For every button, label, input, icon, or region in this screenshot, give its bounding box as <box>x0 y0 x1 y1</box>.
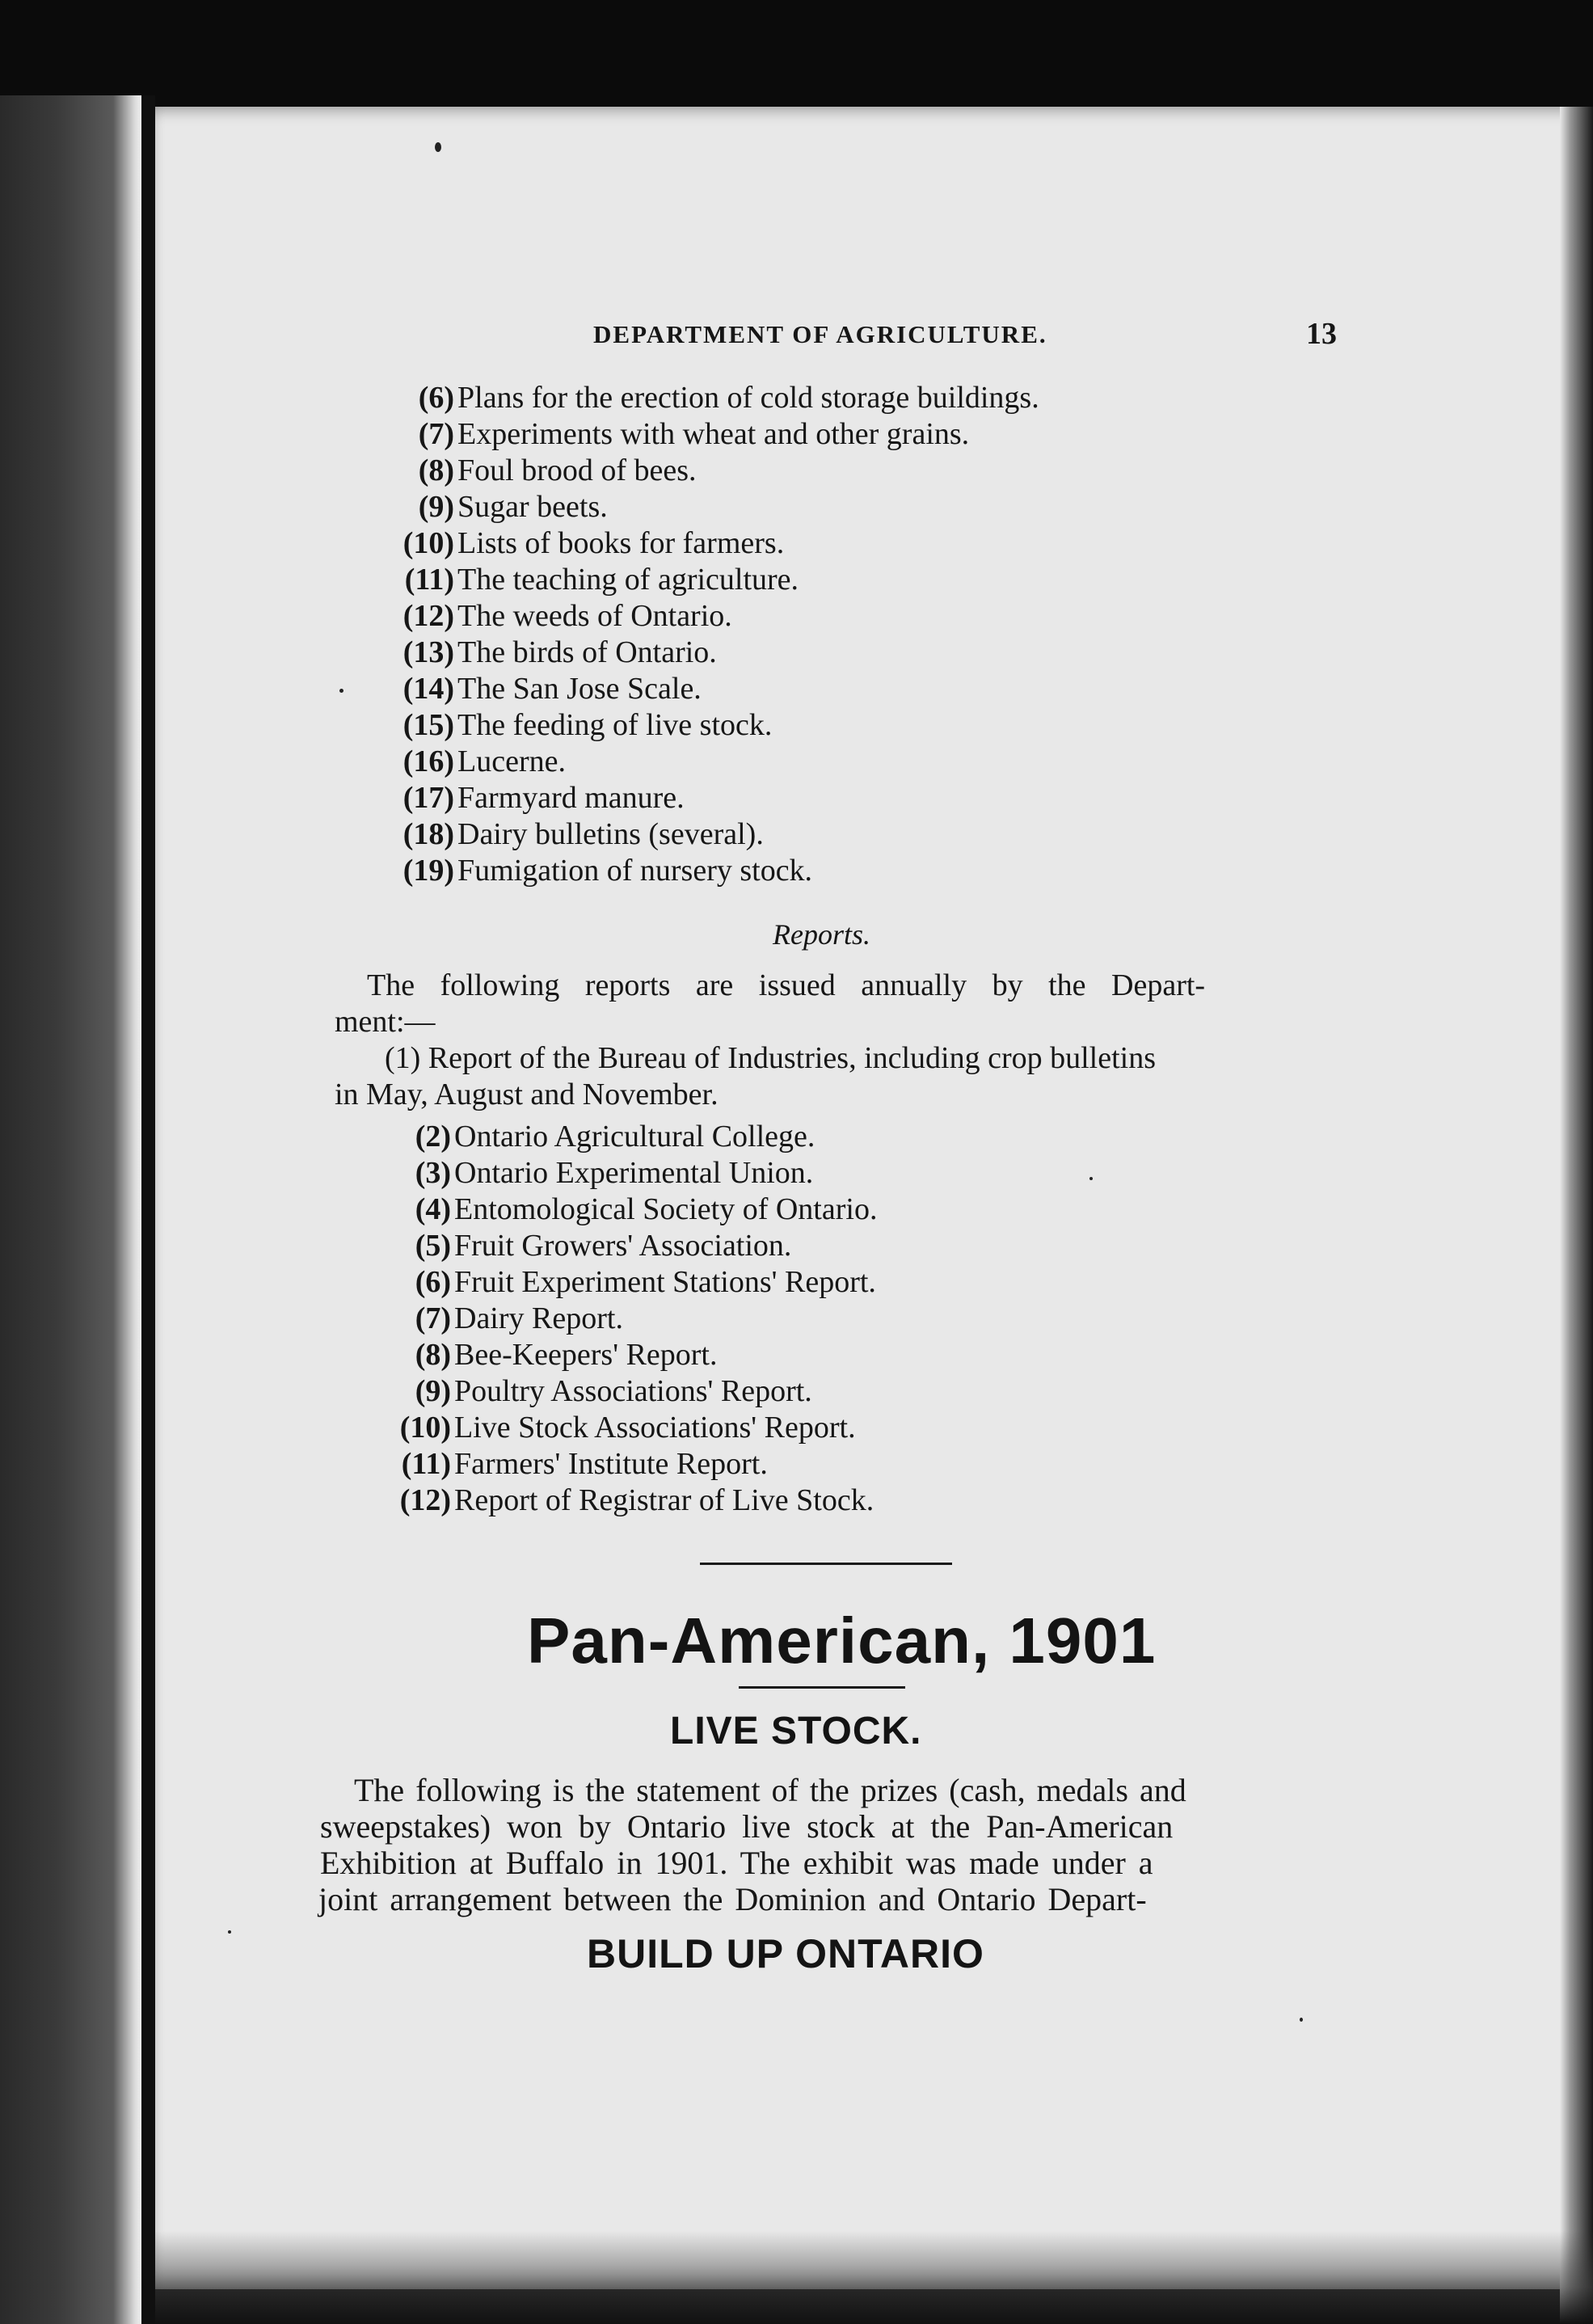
list-item <box>362 1446 1251 1483</box>
item-label: Ontario Agricultural College. <box>454 1120 815 1154</box>
list-item <box>362 1264 1251 1301</box>
list-item <box>365 744 1254 780</box>
item-number: (16) <box>402 744 454 778</box>
item-number: (8) <box>415 1338 451 1372</box>
item-number: (10) <box>402 526 454 560</box>
item-number: (17) <box>402 781 454 815</box>
facing-page-edge <box>0 95 141 2324</box>
list-item <box>365 780 1254 816</box>
footer-slogan: BUILD UP ONTARIO <box>587 1931 984 1976</box>
paragraph-line: joint arrangement between the Dominion and Ontario Depart- <box>318 1881 1147 1917</box>
book-spine <box>144 95 155 2324</box>
item-label: The birds of Ontario. <box>457 635 717 669</box>
reports-intro-line-2: ment:— <box>335 1005 436 1039</box>
item-number: (6) <box>415 1265 451 1299</box>
report-1-line-1: (1) Report of the Bureau of Industries, including crop bulletins <box>385 1041 1157 1075</box>
list-item <box>365 707 1254 744</box>
item-label: Farmers' Institute Report. <box>454 1447 768 1481</box>
item-label: Experiments with wheat and other grains. <box>457 417 970 451</box>
item-number: (15) <box>402 708 454 742</box>
ink-speck <box>228 1930 231 1934</box>
item-number: (9) <box>418 490 454 524</box>
list-item <box>365 598 1254 635</box>
list-item <box>365 525 1254 562</box>
reports-heading: Reports. <box>773 918 870 951</box>
item-number: (9) <box>415 1374 451 1408</box>
list-item <box>365 671 1254 707</box>
list-item <box>362 1337 1251 1373</box>
list-item <box>362 1119 1251 1155</box>
report-1-line-2: in May, August and November. <box>335 1078 719 1111</box>
reports-intro-line-1: The following reports are issued annually by the Depart- <box>367 968 1206 1002</box>
item-label: Lists of books for farmers. <box>457 526 785 560</box>
item-number: (12) <box>402 599 454 633</box>
item-number: (2) <box>415 1120 451 1154</box>
item-label: The San Jose Scale. <box>457 672 702 706</box>
item-number: (8) <box>418 453 454 487</box>
list-item <box>362 1228 1251 1264</box>
running-head: DEPARTMENT OF AGRICULTURE. <box>593 320 1047 348</box>
item-label: Bee-Keepers' Report. <box>454 1338 718 1372</box>
item-label: Fumigation of nursery stock. <box>457 854 813 888</box>
paragraph-line: The following is the statement of the prizes (cash, medals and <box>354 1772 1186 1808</box>
item-label: Fruit Growers' Association. <box>454 1229 792 1263</box>
item-label: Sugar beets. <box>457 490 608 524</box>
list-item <box>365 453 1254 489</box>
item-number: (7) <box>415 1301 451 1335</box>
item-label: Plans for the erection of cold storage buildings. <box>457 381 1039 415</box>
item-label: Ontario Experimental Union. <box>454 1156 814 1190</box>
paragraph-line: Exhibition at Buffalo in 1901. The exhibit was made under a <box>320 1845 1153 1881</box>
list-item <box>365 635 1254 671</box>
item-number: (12) <box>399 1483 451 1517</box>
bulletin-list <box>365 380 1254 889</box>
live-stock-heading: LIVE STOCK. <box>670 1710 922 1752</box>
ink-speck <box>435 142 441 152</box>
item-label: Dairy bulletins (several). <box>457 817 764 851</box>
item-label: Lucerne. <box>457 744 566 778</box>
item-number: (19) <box>402 854 454 888</box>
list-item <box>362 1410 1251 1446</box>
ink-speck <box>339 689 343 693</box>
list-item <box>365 853 1254 889</box>
item-number: (18) <box>402 817 454 851</box>
item-label: Report of Registrar of Live Stock. <box>454 1483 874 1517</box>
section-divider-rule <box>700 1563 952 1565</box>
item-number: (11) <box>401 1447 451 1481</box>
item-number: (3) <box>415 1156 451 1190</box>
item-label: Live Stock Associations' Report. <box>454 1411 856 1445</box>
item-label: The feeding of live stock. <box>457 708 773 742</box>
list-item <box>362 1155 1251 1192</box>
page-right-edge <box>1560 107 1593 2324</box>
item-label: The weeds of Ontario. <box>457 599 732 633</box>
list-item <box>365 816 1254 853</box>
item-number: (7) <box>418 417 454 451</box>
item-label: Fruit Experiment Stations' Report. <box>454 1265 876 1299</box>
list-item <box>365 562 1254 598</box>
list-item <box>362 1301 1251 1337</box>
item-label: Dairy Report. <box>454 1301 623 1335</box>
item-number: (5) <box>415 1229 451 1263</box>
list-item <box>365 416 1254 453</box>
item-number: (11) <box>404 563 454 597</box>
item-label: Foul brood of bees. <box>457 453 697 487</box>
item-label: Entomological Society of Ontario. <box>454 1192 878 1226</box>
page-number: 13 <box>1306 317 1337 351</box>
item-label: The teaching of agriculture. <box>457 563 799 597</box>
item-number: (14) <box>402 672 454 706</box>
list-item <box>365 380 1254 416</box>
item-number: (6) <box>418 381 454 415</box>
page-bottom-shadow <box>155 2231 1593 2324</box>
item-label: Farmyard manure. <box>457 781 685 815</box>
report-list <box>362 1119 1251 1519</box>
list-item <box>365 489 1254 525</box>
item-number: (4) <box>415 1192 451 1226</box>
pan-american-title: Pan-American, 1901 <box>527 1605 1157 1677</box>
list-item <box>362 1192 1251 1228</box>
list-item <box>362 1483 1251 1519</box>
title-underline-rule <box>739 1686 905 1689</box>
item-number: (13) <box>402 635 454 669</box>
item-label: Poultry Associations' Report. <box>454 1374 812 1408</box>
ink-speck <box>1300 2018 1303 2022</box>
paragraph-line: sweepstakes) won by Ontario live stock at the Pan-American <box>320 1808 1174 1845</box>
item-number: (10) <box>399 1411 451 1445</box>
list-item <box>362 1373 1251 1410</box>
